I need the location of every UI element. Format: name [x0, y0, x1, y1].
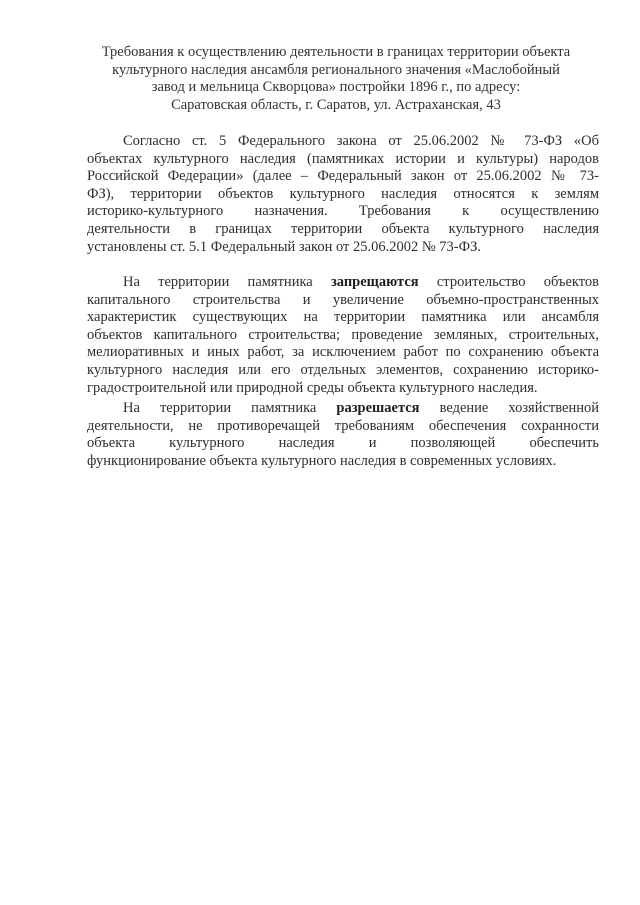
paragraph-line: градостроительной или природной среды объекта культурного наследия. — [87, 379, 538, 396]
paragraph-permissions — [87, 400, 599, 470]
paragraph-line: объектов капитального строительства; проведение земляных, строительных, — [87, 326, 599, 343]
paragraph-line: Российской Федерации» (далее – Федеральный закон от 25.06.2002 № 73- — [87, 168, 599, 185]
paragraph-prohibitions — [87, 274, 599, 397]
paragraph-legal-basis — [87, 133, 599, 256]
paragraph-line: Согласно ст. 5 Федерального закона от 25.06.2002 № 73-ФЗ «Об — [123, 133, 599, 149]
prohibited-keyword: запрещаются — [330, 274, 419, 290]
paragraph-line: культурного наследия или его отдельных элементов, сохранению историко- — [87, 361, 599, 378]
paragraph-line: функционирование объекта культурного наследия в современных условиях. — [87, 452, 557, 469]
paragraph-text: ведение хозяйственной — [419, 400, 599, 416]
paragraph-line: объекта культурного наследия и позволяющей обеспечить — [87, 435, 599, 452]
document-title — [74, 44, 598, 114]
title-line: Саратовская область, г. Саратов, ул. Астраханская, 43 — [171, 96, 501, 113]
paragraph-line: капитального строительства и увеличение объемно-пространственных — [87, 291, 599, 308]
title-line: Требования к осуществлению деятельности в границах территории объекта — [101, 44, 571, 60]
paragraph-line — [87, 274, 599, 292]
paragraph-line: деятельности в границах территории объекта культурного наследия — [87, 220, 599, 237]
title-line: завод и мельница Скворцова» постройки 1896 г., по адресу: — [151, 79, 521, 95]
paragraph-line: ФЗ), территории объектов культурного наследия относятся к землям — [87, 185, 599, 202]
paragraph-line: характеристик существующих на территории памятника или ансамбля — [87, 309, 599, 326]
paragraph-line: мелиоративных и иных работ, за исключением работ по сохранению объекта — [87, 344, 599, 361]
paragraph-line: деятельности, не противоречащей требованиям обеспечения сохранности — [87, 417, 599, 434]
paragraph-text: На территории памятника — [123, 400, 337, 416]
paragraph-text: строительство объектов — [418, 274, 599, 290]
paragraph-line: установлены ст. 5.1 Федеральный закон от 25.06.2002 № 73-ФЗ. — [87, 238, 481, 255]
paragraph-line: объектах культурного наследия (памятниках истории и культуры) народов — [87, 150, 599, 167]
title-line: культурного наследия ансамбля регионального значения «Маслобойный — [112, 61, 560, 78]
permitted-keyword: разрешается — [336, 400, 420, 416]
paragraph-text: На территории памятника — [123, 274, 331, 290]
paragraph-line — [87, 400, 599, 418]
paragraph-line: историко-культурного назначения. Требования к осуществлению — [87, 203, 599, 220]
